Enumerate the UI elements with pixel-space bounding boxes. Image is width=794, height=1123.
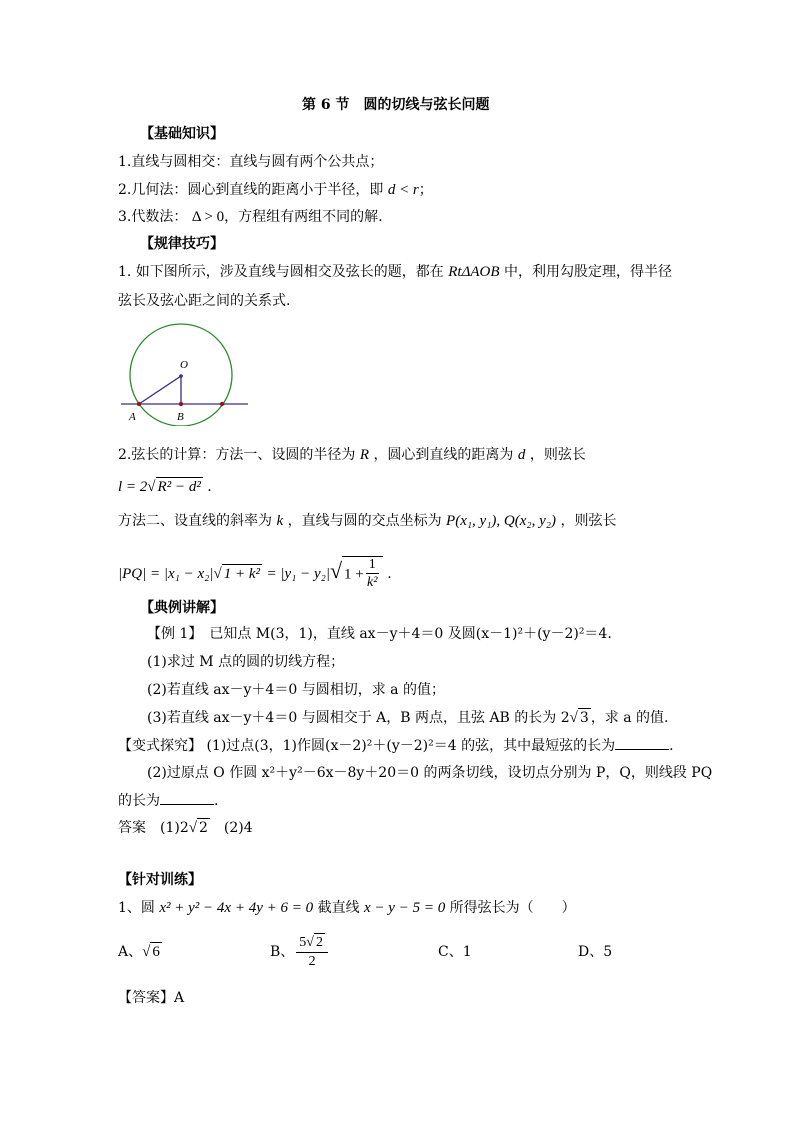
chord-method-1-text: 2.弦长的计算：方法一、设圆的半径为 [118,447,356,463]
examples-heading: 【典例讲解】 [140,600,224,616]
training-q1-text-mid: 截直线 [317,900,360,916]
training-answer: 【答案】A [118,990,185,1006]
diagram-point-a [137,402,141,406]
tips-heading: 【规律技巧】 [140,236,224,252]
example-1-q3-end: ，求 a 的值. [590,710,669,726]
training-q1-math-2: x − y − 5 = 0 [364,900,446,916]
chord-formula-2: |PQ| = |x₁ − x₂|√ 1 + k² = |y₁ − y₂|√ 1 + $\frac{1}{\text{k²}}$ . [118,556,392,590]
diagram-label-a: A [129,411,136,423]
option-a: A、√ 6 [118,944,160,960]
option-b-numerator: 5√ 2 [296,933,328,953]
diagram-point-b [179,402,183,406]
chord-method-2-text-mid: ，直线与圆的交点坐标为 [287,513,442,529]
formula-2-part-1: |PQ| = |x₁ − x₂| [118,566,214,582]
diagram-segment-oa [139,376,181,404]
tip-1-line-1 [118,262,672,282]
chord-method-2-k: k [276,513,284,529]
tip-1-math: RtΔAOB [448,264,500,280]
training-q1-math: x² + y² − 4x + 4y + 6 = 0 [159,900,314,916]
basics-item-2-math: d < r [387,182,419,198]
formula-2-fraction [366,557,379,592]
chord-method-1-d: d [517,447,526,463]
variant-1-text: 【变式探究】 (1)过点(3，1)作圆(x－2)²＋(y－2)²＝4 的弦，其中最短弦的长为 [118,738,616,754]
variant-2-blank [160,790,214,805]
formula-2-part-2: = |y₁ − y₂| [266,566,330,582]
training-heading: 【针对训练】 [118,872,202,888]
variant-2-text: 的长为 [118,793,160,809]
basics-item-2 [118,180,433,200]
training-q1-text-end: 所得弦长为（ ） [449,900,576,916]
chord-formula-1: l = 2√ R² − d² . [118,479,212,495]
variant-1 [118,735,674,756]
tip-1-text-end: 中，利用勾股定理，得半径 [504,264,673,280]
basics-item-1: 1.直线与圆相交：直线与圆有两个公共点； [118,154,384,170]
chord-method-2-text-end: ，则弦长 [560,513,617,529]
variant-2-line-1: (2)过原点 O 作圆 x²＋y²－6x－8y＋20＝0 的两条切线，设切点分别为 P，Q，则线段 PQ [147,765,713,781]
diagram-label-o: O [180,359,188,371]
example-1-q2: (2)若直线 ax－y＋4＝0 与圆相切，求 a 的值； [147,682,445,698]
chord-method-2-points: P(x₁, y₁), Q(x₂, y₂) [446,513,556,529]
circle-chord-diagram [118,322,254,426]
diagram-point-c [220,402,224,406]
chord-method-2-text: 方法二、设直线的斜率为 [118,513,272,529]
chord-method-1-text-mid: ，圆心到直线的距离为 [373,447,514,463]
option-b-num-prefix: 5 [299,935,307,950]
variant-1-blank [615,735,669,750]
option-b-denominator: 2 [308,954,316,969]
example-1: 【例 1】 已知点 M(3，1)，直线 ax－y＋4＝0 及圆(x－1)²＋(y－2)²＝4. [147,626,612,642]
option-b-num-radicand: 2 [315,935,323,950]
variant-answer-text: 答案 (1)2 [118,820,189,836]
example-1-q3: (3)若直线 ax－y＋4＝0 与圆相交于 A，B 两点，且弦 AB 的长为 2√ 3 ，求 a 的值. [147,710,669,726]
diagram-label-b: B [177,411,184,423]
option-b [270,932,330,972]
basics-item-2-text: 2.几何法：圆心到直线的距离小于半径，即 [118,182,384,198]
formula-2-end: . [387,566,392,582]
formula-1-lhs: l = 2 [118,479,148,495]
basics-item-3-end: ，方程组有两组不同的解. [224,209,383,225]
option-b-fraction [296,933,328,971]
variant-1-end: . [669,738,674,754]
formula-2-frac-den: k² [367,574,378,590]
formula-2-rad2-prefix: 1 + [344,566,364,582]
example-1-q1: (1)求过 M 点的圆的切线方程； [147,654,345,670]
tip-1-text: 1. 如下图所示，涉及直线与圆相交及弦长的题，都在 [118,264,444,280]
option-c: C、1 [438,944,472,960]
variant-2-end: . [214,793,219,809]
example-1-q3-radicand: 3 [579,710,589,726]
option-d: D、5 [578,944,613,960]
formula-2-radicand-1: 1 + k² [223,566,260,582]
option-a-label: A、 [118,944,143,960]
basics-item-3-math: Δ > 0 [191,209,225,225]
basics-item-2-end: ； [418,182,433,198]
chord-method-1-text-end: ，则弦长 [529,447,586,463]
formula-2-radicand-2 [342,556,383,592]
formula-2-frac-num: 1 [366,557,379,574]
option-a-radicand: 6 [152,944,160,960]
variant-answer-radicand: 2 [198,820,208,836]
tip-1-line-2: 弦长及弦心距之间的关系式. [118,293,291,309]
variant-answer: 答案 (1)2√ 2 (2)4 [118,820,253,836]
training-q1-text: 1、圆 [118,900,155,916]
chord-method-2 [118,511,616,531]
variant-2-line-2 [118,790,218,811]
training-q1 [118,898,576,918]
option-b-label: B、 [270,944,295,960]
formula-1-radicand: R² − d² [157,479,201,495]
chord-method-1-r: R [359,447,369,463]
basics-item-3 [118,207,383,227]
diagram-point-o [179,374,183,378]
basics-heading: 【基础知识】 [140,126,224,142]
example-1-q3-text: (3)若直线 ax－y＋4＝0 与圆相交于 A，B 两点，且弦 AB 的长为 2 [147,710,570,726]
variant-answer-end: (2)4 [209,820,253,836]
basics-item-3-text: 3.代数法： [118,209,188,225]
chord-method-1 [118,445,586,465]
page-title: 第 6 节 圆的切线与弦长问题 [302,97,490,113]
formula-1-end: . [207,479,212,495]
